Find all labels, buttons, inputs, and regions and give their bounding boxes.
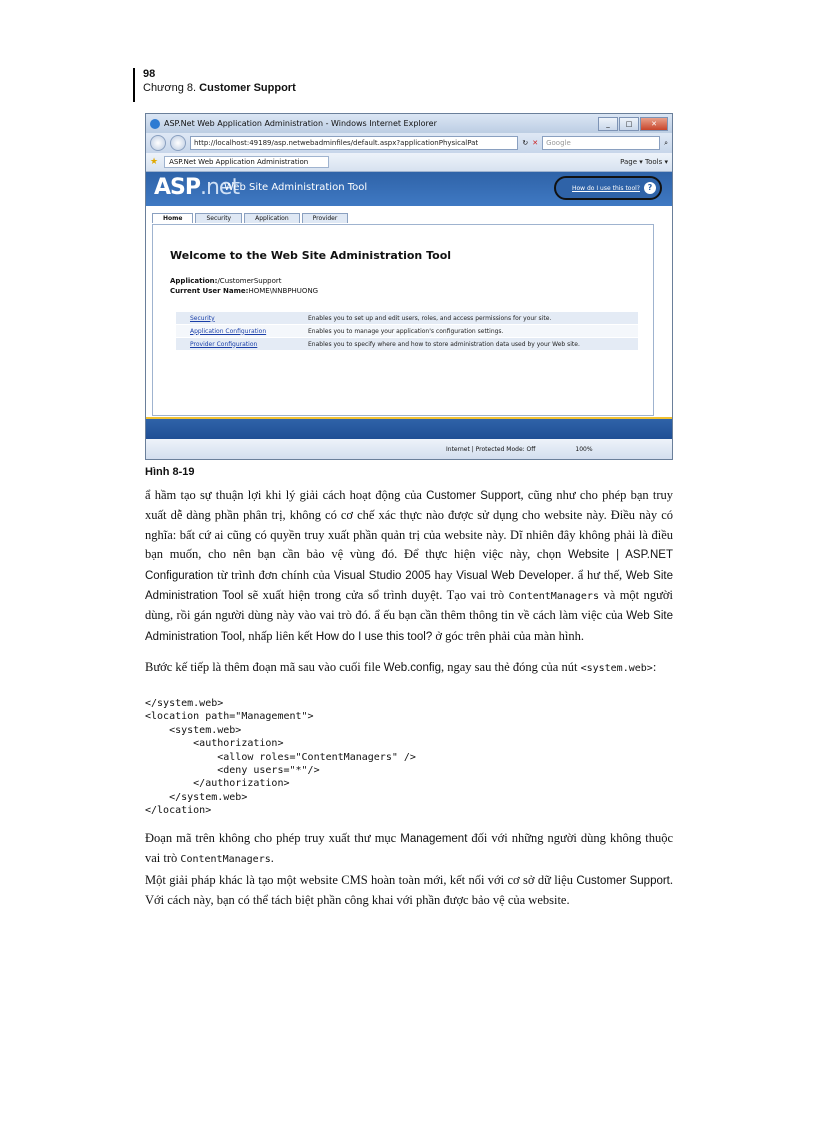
page-header <box>133 68 296 102</box>
tab-provider[interactable]: Provider <box>302 213 349 223</box>
favorites-icon[interactable]: ★ <box>150 157 159 167</box>
maximize-icon[interactable]: □ <box>619 117 639 131</box>
ie-icon <box>150 119 160 129</box>
how-do-i-use-link[interactable]: How do I use this tool? ? <box>554 176 662 200</box>
forward-icon[interactable] <box>170 135 186 151</box>
paragraph-2: Bước kế tiếp là thêm đoạn mã sau vào cuối file Web.config, ngay sau thẻ đóng của nút <system.web>: <box>145 660 657 674</box>
window-controls <box>598 117 668 131</box>
paragraph-1: ẩ hầm tạo sự thuận lợi khi lý giải cách hoạt động của Customer Support, cũng như cho phép bạn truy xuất dễ dàng phần phân trị, không có cơ chế xác thực nào được sử dụng cho website này. Điều này có nghĩa: bất cứ ai cũng có quyền truy xuất phần quản trị của website này. Dĩ nhiên đây không phải là điều bạn muốn, cho nên bạn cần bảo vệ vùng đó. Để thực hiện việc này, chọn Website | ASP.NET Configuration từ trình đơn chính của Visual Studio 2005 hay Visual Web Developer. ẩ hư thế, Web Site Administration Tool sẽ xuất hiện trong cửa sổ trình duyệt. Tạo vai trò ContentManagers và một người dùng, rồi gán người dùng này vào vai trò đó. ẩ ếu bạn cần thêm thông tin về cách làm việc của Web Site Administration Tool, nhấp liên kết How do I use this tool? ở góc trên phải của màn hình. <box>145 488 673 643</box>
chapter-line <box>143 81 296 95</box>
minimize-icon[interactable]: _ <box>598 117 618 131</box>
admin-tabs <box>152 213 348 223</box>
app-config-link[interactable]: Application Configuration <box>190 327 267 335</box>
list-item <box>176 312 638 324</box>
welcome-heading: Welcome to the Web Site Administration Tool <box>170 249 452 262</box>
back-icon[interactable] <box>150 135 166 151</box>
list-item <box>176 325 638 337</box>
tab-row <box>146 153 672 172</box>
chapter-prefix: Chương 8. <box>143 82 200 94</box>
admin-links <box>176 312 638 351</box>
status-zone: Internet | Protected Mode: Off <box>446 445 536 453</box>
toolbar-right[interactable]: Page ▾ Tools ▾ <box>620 158 668 166</box>
tab-application[interactable]: Application <box>244 213 300 223</box>
site-tool-title: Web Site Administration Tool <box>224 182 368 193</box>
figure-screenshot <box>145 113 673 460</box>
tab-security[interactable]: Security <box>195 213 242 223</box>
list-item <box>176 338 638 350</box>
app-info: Application:/CustomerSupport Current User Name:HOME\NNBPHUONG <box>170 277 319 295</box>
window-title: ASP.Net Web Application Administration - Windows Internet Explorer <box>164 119 437 128</box>
help-icon[interactable]: ? <box>644 182 656 194</box>
page-number: 98 <box>143 68 156 80</box>
tab-home[interactable]: Home <box>152 213 193 223</box>
close-icon[interactable]: ✕ <box>640 117 668 131</box>
code-block: </system.web> <location path="Management"> <system.web> <authorization> <allow roles="ContentManagers" /> <deny users="*"/> </authorization> </system.web> </location> <box>145 698 416 817</box>
footer-bar <box>146 417 672 439</box>
figure-caption: Hình 8-19 <box>145 466 195 478</box>
status-zoom[interactable]: 100% <box>575 445 593 453</box>
link-description: Enables you to specify where and how to store administration data used by your Web site. <box>308 340 580 348</box>
address-bar[interactable]: http://localhost:49189/asp.netwebadminfiles/default.aspx?applicationPhysicalPat <box>190 136 518 150</box>
address-row <box>146 133 672 153</box>
search-icon[interactable]: ⌕ <box>664 138 668 147</box>
asp-banner <box>146 172 672 206</box>
paragraph-4: Một giải pháp khác là tạo một website CMS hoàn toàn mới, kết nối với cơ sở dữ liệu Customer Support. Với cách này, bạn có thể tách biệt phần công khai với phần được bảo vệ của website. <box>145 873 674 908</box>
stop-icon[interactable]: ✕ <box>532 139 539 147</box>
paragraph-3: Đoạn mã trên không cho phép truy xuất thư mục Management đối với những người dùng không thuộc vai trò ContentManagers. <box>145 831 673 866</box>
refresh-icon[interactable]: ↻ <box>522 139 529 147</box>
link-description: Enables you to manage your application's configuration settings. <box>308 327 504 335</box>
status-bar <box>146 439 672 459</box>
security-link[interactable]: Security <box>190 314 215 322</box>
search-input[interactable]: Google <box>542 136 660 150</box>
browser-tab[interactable]: ASP.Net Web Application Administration <box>164 156 329 168</box>
aspnet-logo: ASP.net <box>154 175 240 200</box>
provider-config-link[interactable]: Provider Configuration <box>190 340 258 348</box>
link-description: Enables you to set up and edit users, roles, and access permissions for your site. <box>308 314 552 322</box>
ie-titlebar <box>146 114 672 133</box>
chapter-title: Customer Support <box>199 82 296 94</box>
